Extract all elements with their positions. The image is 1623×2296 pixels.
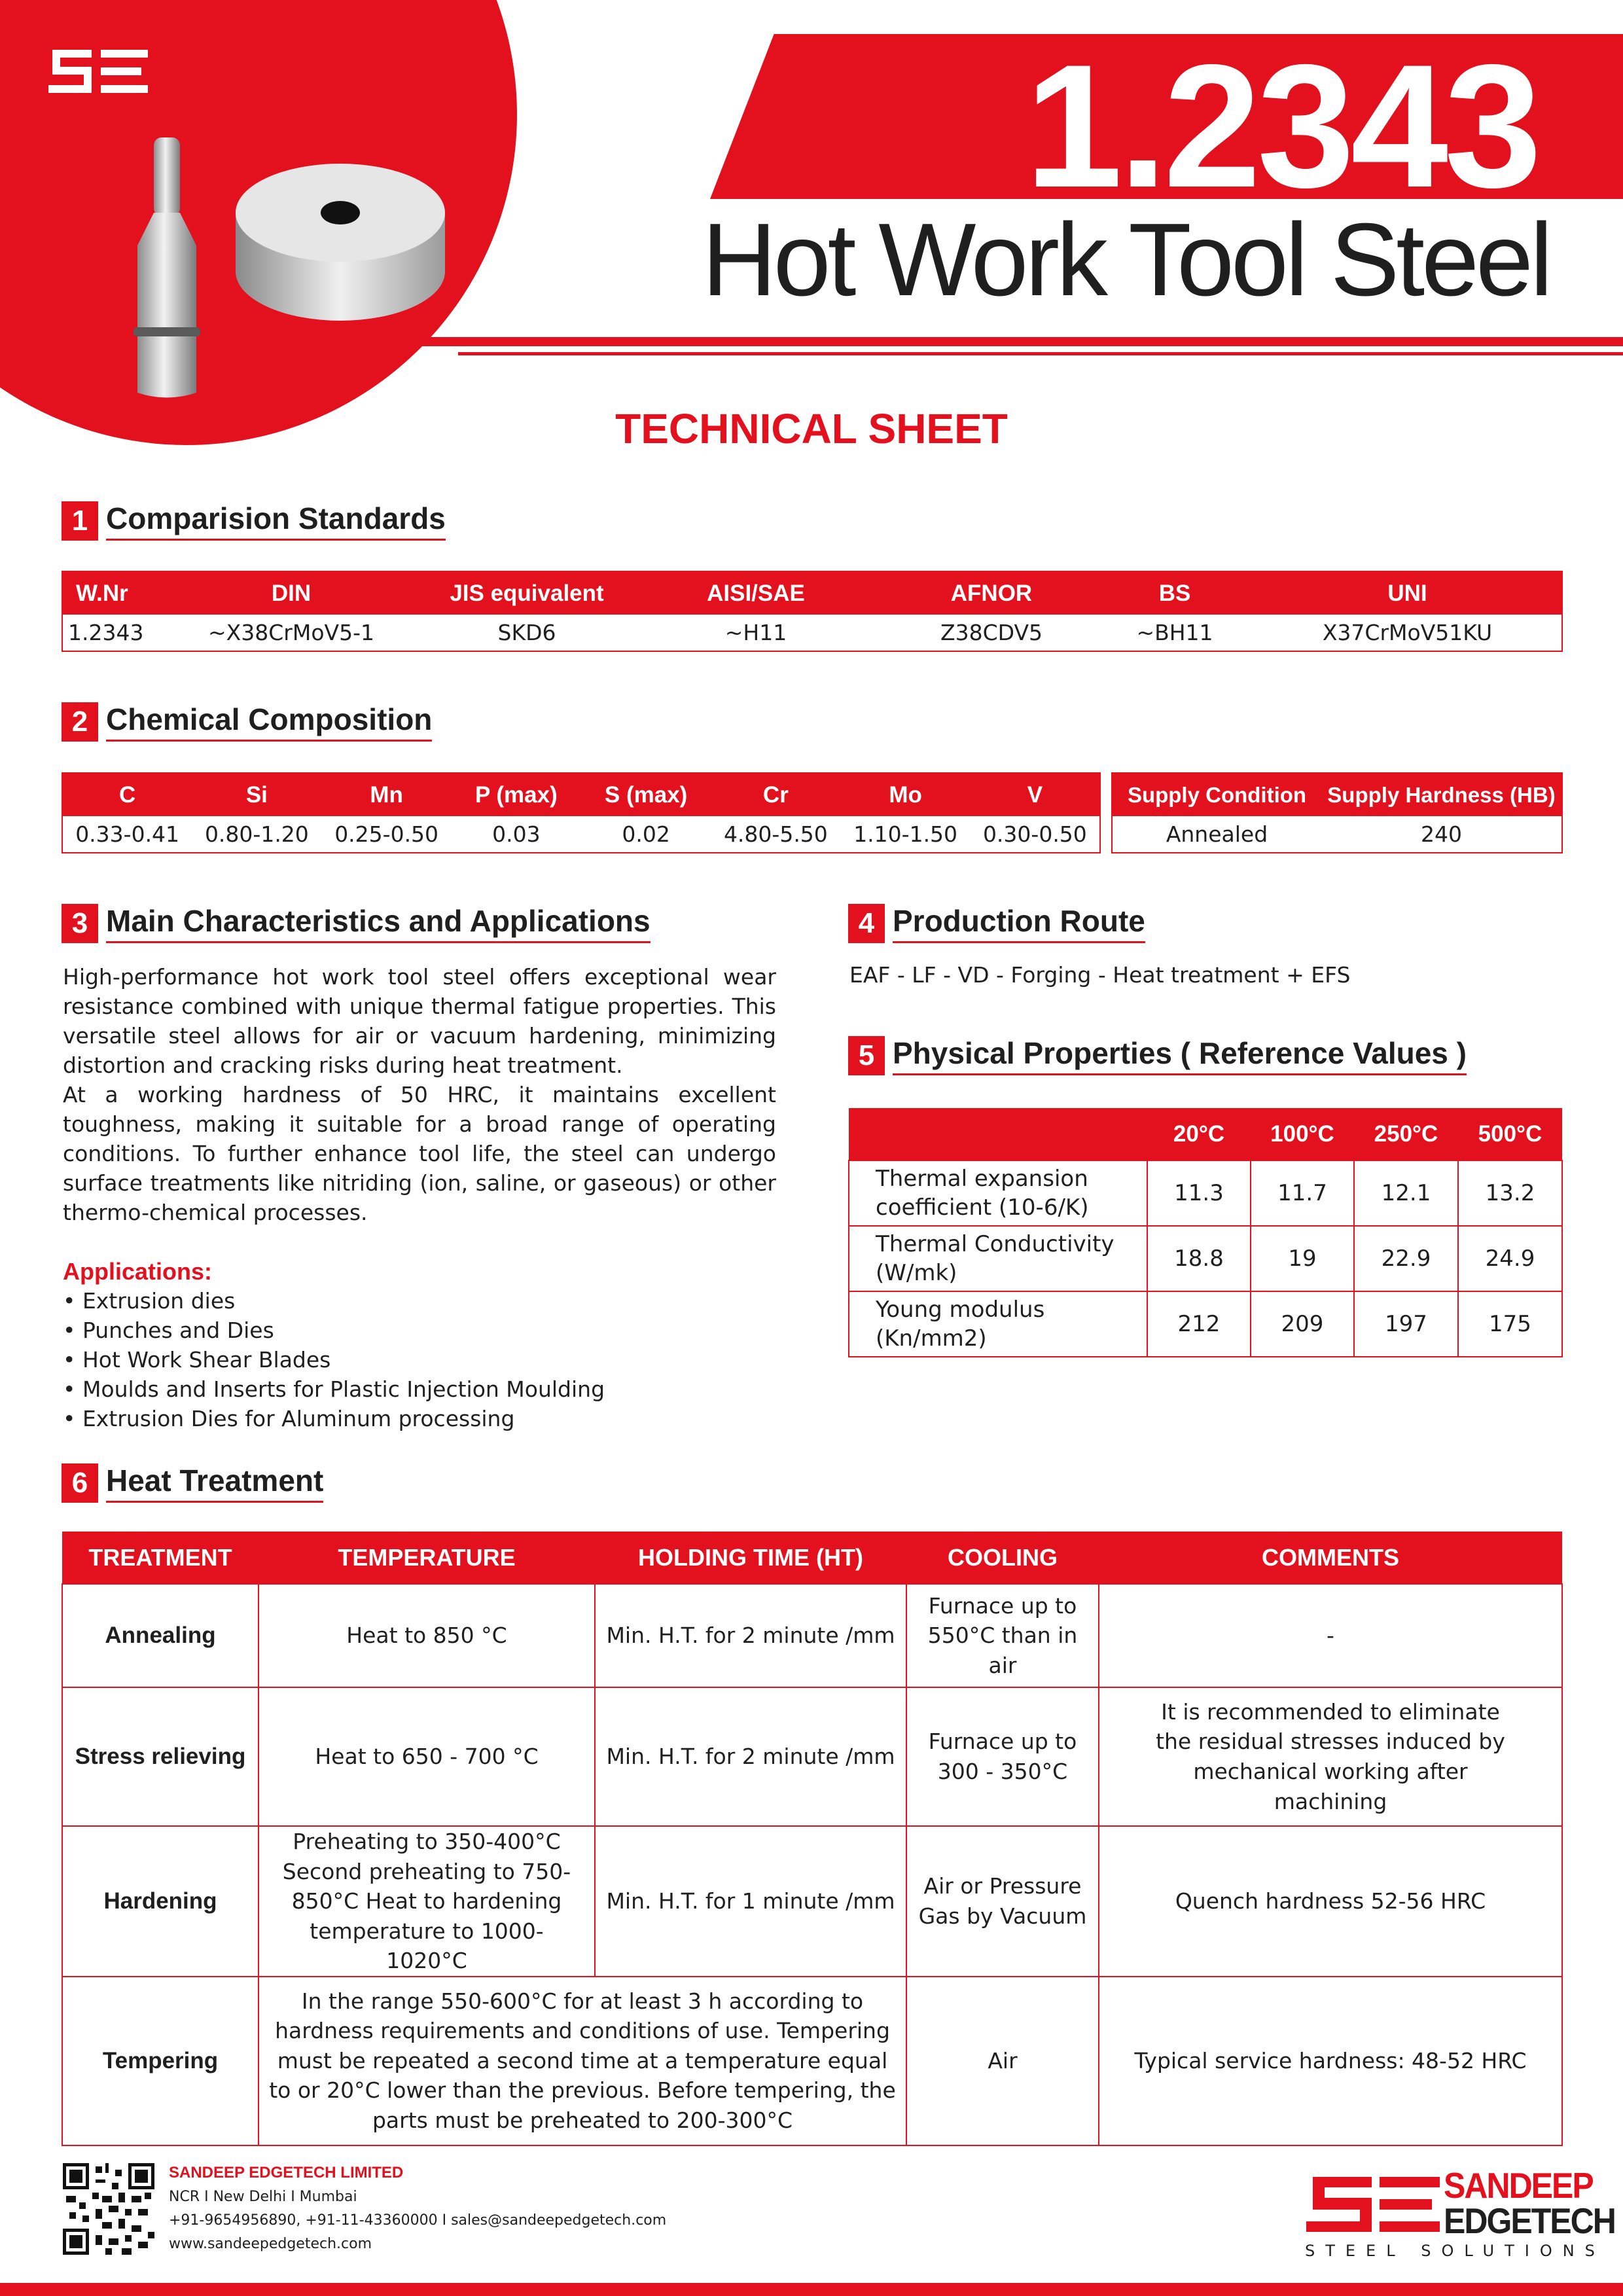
section-number: 2: [62, 702, 98, 742]
table-header-cell: [849, 1108, 1147, 1160]
header-rule: [419, 337, 1623, 346]
table-header-row: [62, 1532, 1562, 1584]
list-item: • Extrusion dies: [63, 1288, 236, 1314]
section-number: 5: [848, 1036, 885, 1075]
section-title: Main Characteristics and Applications: [106, 903, 651, 943]
table-header-cell: C: [62, 773, 192, 816]
table-header-row: [62, 571, 1562, 615]
heat-treatment-table: [62, 1532, 1563, 2146]
table-header-cell: W.Nr: [62, 571, 154, 615]
table-cell: Quench hardness 52-56 HRC: [1099, 1826, 1562, 1977]
table-header-cell: TEMPERATURE: [259, 1532, 595, 1584]
table-cell: 13.2: [1458, 1160, 1562, 1226]
grade-code: 1.2343: [1025, 27, 1538, 224]
die-ring-icon: [229, 160, 452, 331]
table-header-cell: V: [971, 773, 1100, 816]
table-cell: It is recommended to eliminate the residual stresses induced by mechanical working after machining: [1099, 1687, 1562, 1826]
section-heading-production: [848, 903, 1145, 943]
treatment-name: Hardening: [62, 1826, 259, 1977]
table-row: [849, 1291, 1562, 1357]
brand-name-line1: SANDEEP: [1444, 2165, 1593, 2206]
table-header-cell: TREATMENT: [62, 1532, 259, 1584]
table-header-cell: Cr: [711, 773, 840, 816]
table-cell: 197: [1354, 1291, 1458, 1357]
table-row: [849, 1226, 1562, 1291]
section-title: Comparision Standards: [106, 501, 446, 541]
table-cell: 0.25-0.50: [334, 821, 439, 847]
section-number: 6: [62, 1463, 98, 1503]
brand-name-line2: EDGETECH: [1444, 2200, 1615, 2242]
table-cell: ~BH11: [1136, 620, 1213, 645]
treatment-name: Tempering: [62, 1977, 259, 2145]
footer-cities: NCR I New Delhi I Mumbai: [169, 2189, 357, 2205]
footer-website[interactable]: www.sandeepedgetech.com: [169, 2236, 372, 2252]
applications-title: Applications:: [63, 1258, 213, 1285]
treatment-name: Annealing: [62, 1584, 259, 1687]
physical-properties-table: [848, 1108, 1563, 1357]
section-heading-standards: [62, 501, 446, 541]
table-cell: 0.02: [622, 821, 670, 847]
table-cell: Furnace up to 300 - 350°C: [906, 1687, 1099, 1826]
table-cell: 0.80-1.20: [204, 821, 309, 847]
se-brand-icon: [1304, 2172, 1442, 2237]
grade-name: Hot Work Tool Steel: [702, 202, 1550, 317]
table-header-row: [1112, 773, 1562, 816]
section-heading-physical: [848, 1035, 1467, 1075]
table-header-cell: Mo: [841, 773, 971, 816]
list-item: • Extrusion Dies for Aluminum processing: [63, 1406, 515, 1431]
table-header-cell: Supply Hardness (HB): [1321, 773, 1562, 816]
row-label: Young modulus (Kn/mm2): [849, 1291, 1147, 1357]
table-cell: Air: [906, 1977, 1099, 2145]
table-header-cell: AFNOR: [887, 571, 1096, 615]
table-row: [62, 816, 1100, 853]
table-cell: Heat to 650 - 700 °C: [259, 1687, 595, 1826]
table-cell: Preheating to 350-400°C Second preheating to 750-850°C Heat to hardening temperature to 1000-1020°C: [259, 1826, 595, 1977]
footer-bar: [0, 2283, 1623, 2296]
table-cell: 11.3: [1147, 1160, 1251, 1226]
table-header-cell: COMMENTS: [1099, 1532, 1562, 1584]
table-cell: In the range 550-600°C for at least 3 h according to hardness requirements and conditions of use. Tempering must be repeated a second time at a temperature equal to or 20°C lower than the previous. Before tempering, the parts must be preheated to 200-300°C: [259, 1977, 906, 2145]
row-label: Thermal Conductivity (W/mk): [849, 1226, 1147, 1291]
list-item: • Moulds and Inserts for Plastic Injection Moulding: [63, 1376, 605, 1402]
table-row: [62, 615, 1562, 651]
section-number: 3: [62, 904, 98, 943]
table-cell: 12.1: [1354, 1160, 1458, 1226]
table-row: [62, 1977, 1562, 2145]
footer-contact: +91-9654956890, +91-11-43360000 I sales@sandeepedgetech.com: [169, 2212, 667, 2229]
table-cell: Typical service hardness: 48-52 HRC: [1099, 1977, 1562, 2145]
table-row: [62, 1687, 1562, 1826]
table-header-cell: P (max): [452, 773, 581, 816]
table-cell: 1.2343: [68, 620, 144, 645]
section-title: Heat Treatment: [106, 1463, 323, 1503]
section-heading-heat: [62, 1463, 323, 1503]
section-title: Production Route: [893, 903, 1145, 943]
qr-code-icon: [63, 2163, 154, 2255]
punch-icon: [118, 131, 216, 406]
table-cell: Furnace up to 550°C than in air: [906, 1584, 1099, 1687]
table-cell: 209: [1251, 1291, 1354, 1357]
table-row: [62, 1826, 1562, 1977]
table-cell: 240: [1421, 821, 1462, 847]
table-cell: 4.80-5.50: [723, 821, 828, 847]
section-heading-chemical: [62, 702, 432, 742]
table-header-cell: DIN: [154, 571, 429, 615]
footer-company: SANDEEP EDGETECH LIMITED: [169, 2164, 404, 2181]
table-row: [849, 1160, 1562, 1226]
table-cell: 1.10-1.50: [853, 821, 958, 847]
section-heading-characteristics: [62, 903, 651, 943]
table-cell: Z38CDV5: [940, 620, 1043, 645]
table-cell: 0.30-0.50: [982, 821, 1087, 847]
table-cell: 22.9: [1354, 1226, 1458, 1291]
table-header-row: [849, 1108, 1562, 1160]
standards-table: [62, 571, 1563, 652]
section-number: 1: [62, 501, 98, 541]
table-header-cell: 250°C: [1354, 1108, 1458, 1160]
sheet-title: TECHNICAL SHEET: [615, 405, 1008, 452]
table-cell: 175: [1458, 1291, 1562, 1357]
table-cell: 19: [1251, 1226, 1354, 1291]
table-cell: Annealed: [1166, 821, 1268, 847]
table-cell: ~H11: [724, 620, 787, 645]
table-header-cell: 500°C: [1458, 1108, 1562, 1160]
table-cell: X37CrMoV51KU: [1322, 620, 1493, 645]
table-header-cell: JIS equivalent: [429, 571, 625, 615]
table-cell: -: [1099, 1584, 1562, 1687]
section-number: 4: [848, 904, 885, 943]
table-header-cell: BS: [1096, 571, 1253, 615]
table-header-cell: COOLING: [906, 1532, 1099, 1584]
production-route-text: EAF - LF - VD - Forging - Heat treatment + EFS: [849, 962, 1351, 988]
table-header-cell: Si: [192, 773, 321, 816]
applications-list: [63, 1286, 605, 1433]
table-cell: ~X38CrMoV5-1: [208, 620, 374, 645]
table-cell: 0.33-0.41: [75, 821, 180, 847]
list-item: • Punches and Dies: [63, 1318, 274, 1343]
treatment-name: Stress relieving: [62, 1687, 259, 1826]
section-title: Chemical Composition: [106, 702, 432, 742]
table-header-cell: UNI: [1253, 571, 1562, 615]
table-header-cell: Supply Condition: [1112, 773, 1321, 816]
table-cell: Air or Pressure Gas by Vacuum: [906, 1826, 1099, 1977]
table-header-cell: Mn: [322, 773, 452, 816]
section-title: Physical Properties ( Reference Values ): [893, 1035, 1467, 1075]
table-header-cell: AISI/SAE: [625, 571, 887, 615]
table-cell: Min. H.T. for 2 minute /mm: [595, 1584, 906, 1687]
header-rule-thin: [458, 352, 1623, 355]
table-cell: 11.7: [1251, 1160, 1354, 1226]
brand-tagline: STEEL SOLUTIONS: [1305, 2242, 1605, 2260]
table-header-cell: 100°C: [1251, 1108, 1354, 1160]
table-cell: 212: [1147, 1291, 1251, 1357]
table-cell: SKD6: [497, 620, 556, 645]
chemical-table: [62, 772, 1101, 853]
table-header-cell: HOLDING TIME (HT): [595, 1532, 906, 1584]
list-item: • Hot Work Shear Blades: [63, 1347, 331, 1372]
characteristics-paragraph: At a working hardness of 50 HRC, it maintains excellent toughness, making it suitable for a broad range of operating conditions. To further enhance tool life, the steel can undergo surface treatments like nitriding (ion, saline, or gaseous) or other thermo-chemical processes.: [63, 1082, 776, 1225]
table-cell: 0.03: [492, 821, 541, 847]
table-cell: Min. H.T. for 1 minute /mm: [595, 1826, 906, 1977]
characteristics-text: [63, 962, 776, 1227]
supply-table: [1111, 772, 1563, 853]
characteristics-paragraph: High-performance hot work tool steel offers exceptional wear resistance combined with unique thermal fatigue properties. This versatile steel allows for air or vacuum hardening, minimizing distortion and cracking risks during heat treatment.: [63, 964, 776, 1078]
table-cell: 18.8: [1147, 1226, 1251, 1291]
table-header-cell: 20°C: [1147, 1108, 1251, 1160]
se-logo-icon: [46, 45, 151, 98]
table-row: [1112, 816, 1562, 853]
table-header-cell: S (max): [581, 773, 711, 816]
table-header-row: [62, 773, 1100, 816]
table-cell: 24.9: [1458, 1226, 1562, 1291]
table-cell: Heat to 850 °C: [259, 1584, 595, 1687]
table-row: [62, 1584, 1562, 1687]
table-cell: Min. H.T. for 2 minute /mm: [595, 1687, 906, 1826]
row-label: Thermal expansion coefficient (10-6/K): [849, 1160, 1147, 1226]
